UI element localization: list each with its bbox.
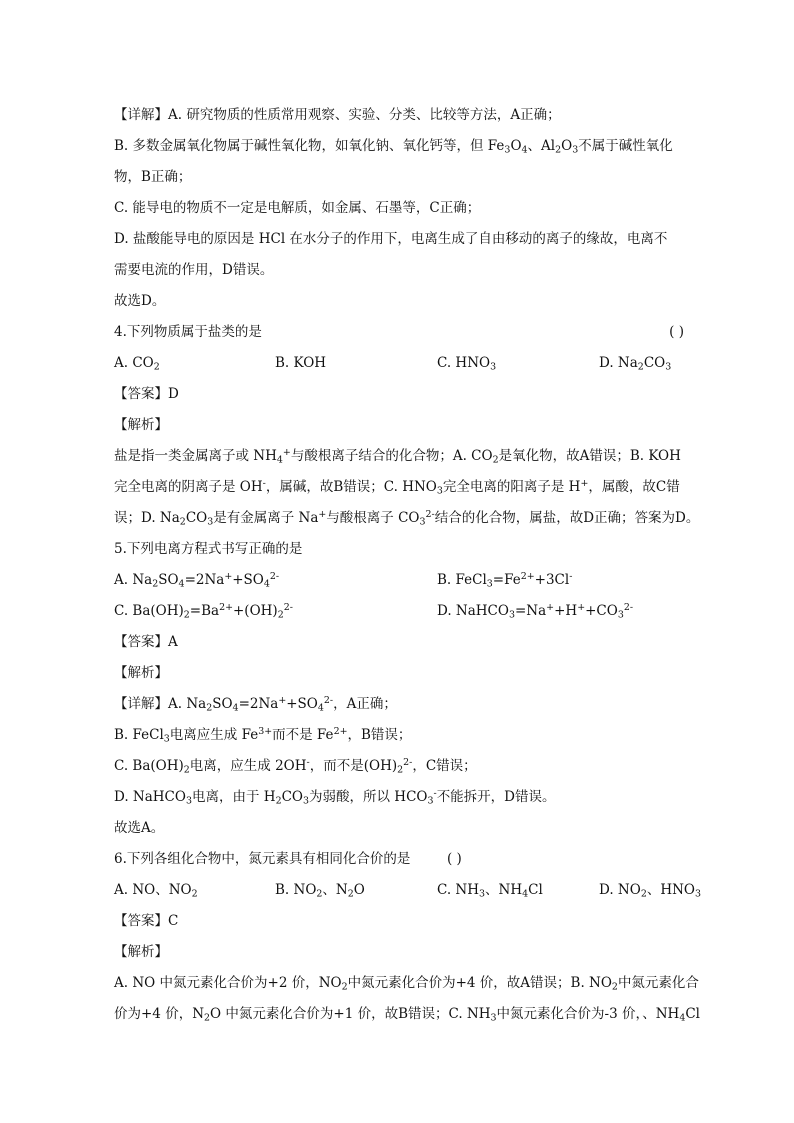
q4-answer: 【答案】D — [114, 386, 179, 402]
q4-analysis-line-2: 完全电离的阴离子是 OH-，属碱，故B错误；C. $HNO_3$完全电离的阳离子是 H+，属酸，故C错 — [114, 477, 680, 497]
explanation-line-d2: 需要电流的作用，D错误。 — [114, 262, 274, 278]
q6-option-c: C. $NH_3$、$NH_4Cl$ — [437, 882, 543, 900]
q5-option-a: A. $Na_2SO_4=2Na^++SO_4^{2-}$ — [114, 570, 280, 590]
q4-option-d: D. $Na_2CO_3$ — [599, 355, 672, 373]
explanation-line-b1: B. 多数金属氧化物属于碱性氧化物，如氧化钠、氧化钙等，但 $Fe_3O_4$、$Al_2O_3$不属于碱性氧化 — [114, 138, 673, 156]
q4-options — [114, 352, 684, 374]
q4-option-c: C. $HNO_3$ — [437, 355, 497, 373]
q6-answer-blank: ( ) — [447, 851, 462, 867]
q6-option-b: B. $NO_2$、$N_2O$ — [275, 882, 365, 900]
q6-option-a: A. NO、$NO_2$ — [114, 882, 198, 900]
q5-analysis-line-a: 【详解】A. $Na_2SO_4=2Na^++SO_4^{2-}$，A正确； — [114, 694, 397, 714]
q5-options-row-2 — [114, 600, 684, 622]
q4-analysis-line-1: 盐是指一类金属离子或 $NH_4^+$与酸根离子结合的化合物；A. $CO_2$是氧化物，故A错误；B. KOH — [114, 446, 681, 466]
q4-answer-blank: ( ) — [669, 324, 684, 340]
q6-options — [114, 879, 701, 901]
q4-analysis-line-3: 误；D. $Na_2CO_3$是有金属离子 Na+与酸根离子 $CO_3^{2-}$结合的化合物，属盐，故D正确；答案为D。 — [114, 508, 700, 528]
q5-analysis-line-c: C. $Ba(OH)_2$电离，应生成 2OH-，而不是$(OH)_2^{2-}$，C错误； — [114, 756, 477, 776]
q5-answer: 【答案】A — [114, 634, 178, 650]
q6-analysis-heading: 【解析】 — [114, 944, 168, 960]
explanation-line-b2: 物，B正确； — [114, 169, 192, 185]
q6-answer: 【答案】C — [114, 913, 179, 929]
q6-analysis-line-1: A. NO 中氮元素化合价为+2 价，$NO_2$中氮元素化合价为+4 价，故A错误；B. $NO_2$中氮元素化合 — [114, 975, 699, 993]
explanation-line-c: C. 能导电的物质不一定是电解质，如金属、石墨等，C正确； — [114, 200, 481, 216]
q5-option-c: C. $Ba(OH)_2=Ba^{2+}+(OH)_2^{2-}$ — [114, 601, 293, 621]
q4-option-a: A. $CO_2$ — [114, 355, 160, 373]
q5-conclusion: 故选A。 — [114, 820, 165, 836]
q5-options-row-1 — [114, 569, 684, 591]
explanation-line-d1: D. 盐酸能导电的原因是 HCl 在水分子的作用下，电离生成了自由移动的离子的缘故，电离不 — [114, 231, 668, 247]
q4-analysis-heading: 【解析】 — [114, 417, 168, 433]
q4-option-b: B. KOH — [275, 355, 327, 371]
q5-option-b: B. $FeCl_3=Fe^{2+}+3Cl^-$ — [437, 570, 573, 590]
q6-option-d: D. $NO_2$、$HNO_3$ — [599, 882, 701, 900]
q5-analysis-line-b: B. FeCl$_3$电离应生成 $Fe^{3+}$而不是 $Fe^{2+}$，B错误； — [114, 725, 412, 745]
q4-stem: 4.下列物质属于盐类的是 ( ) — [114, 321, 684, 343]
q5-analysis-line-d: D. NaHCO$_3$电离，由于 $H_2CO_3$为弱酸，所以 $HCO_3^-$不能拆开，D错误。 — [114, 787, 556, 807]
q5-option-d: D. $NaHCO_3=Na^++H^++CO_3^{2-}$ — [437, 601, 634, 621]
q6-analysis-line-2: 价为+4 价，$N_2O$ 中氮元素化合价为+1 价，故B错误；C. $NH_3$中氮元素化合价为-3 价，、$NH_4Cl$ — [114, 1006, 700, 1024]
q5-stem: 5.下列电离方程式书写正确的是 — [114, 541, 303, 557]
q6-stem: 6.下列各组化合物中，氮元素具有相同化合价的是 ( ) — [114, 848, 684, 870]
explanation-conclusion: 故选D。 — [114, 293, 166, 309]
q5-analysis-heading: 【解析】 — [114, 665, 168, 681]
explanation-line-a: 【详解】A. 研究物质的性质常用观察、实验、分类、比较等方法，A正确； — [114, 107, 561, 123]
